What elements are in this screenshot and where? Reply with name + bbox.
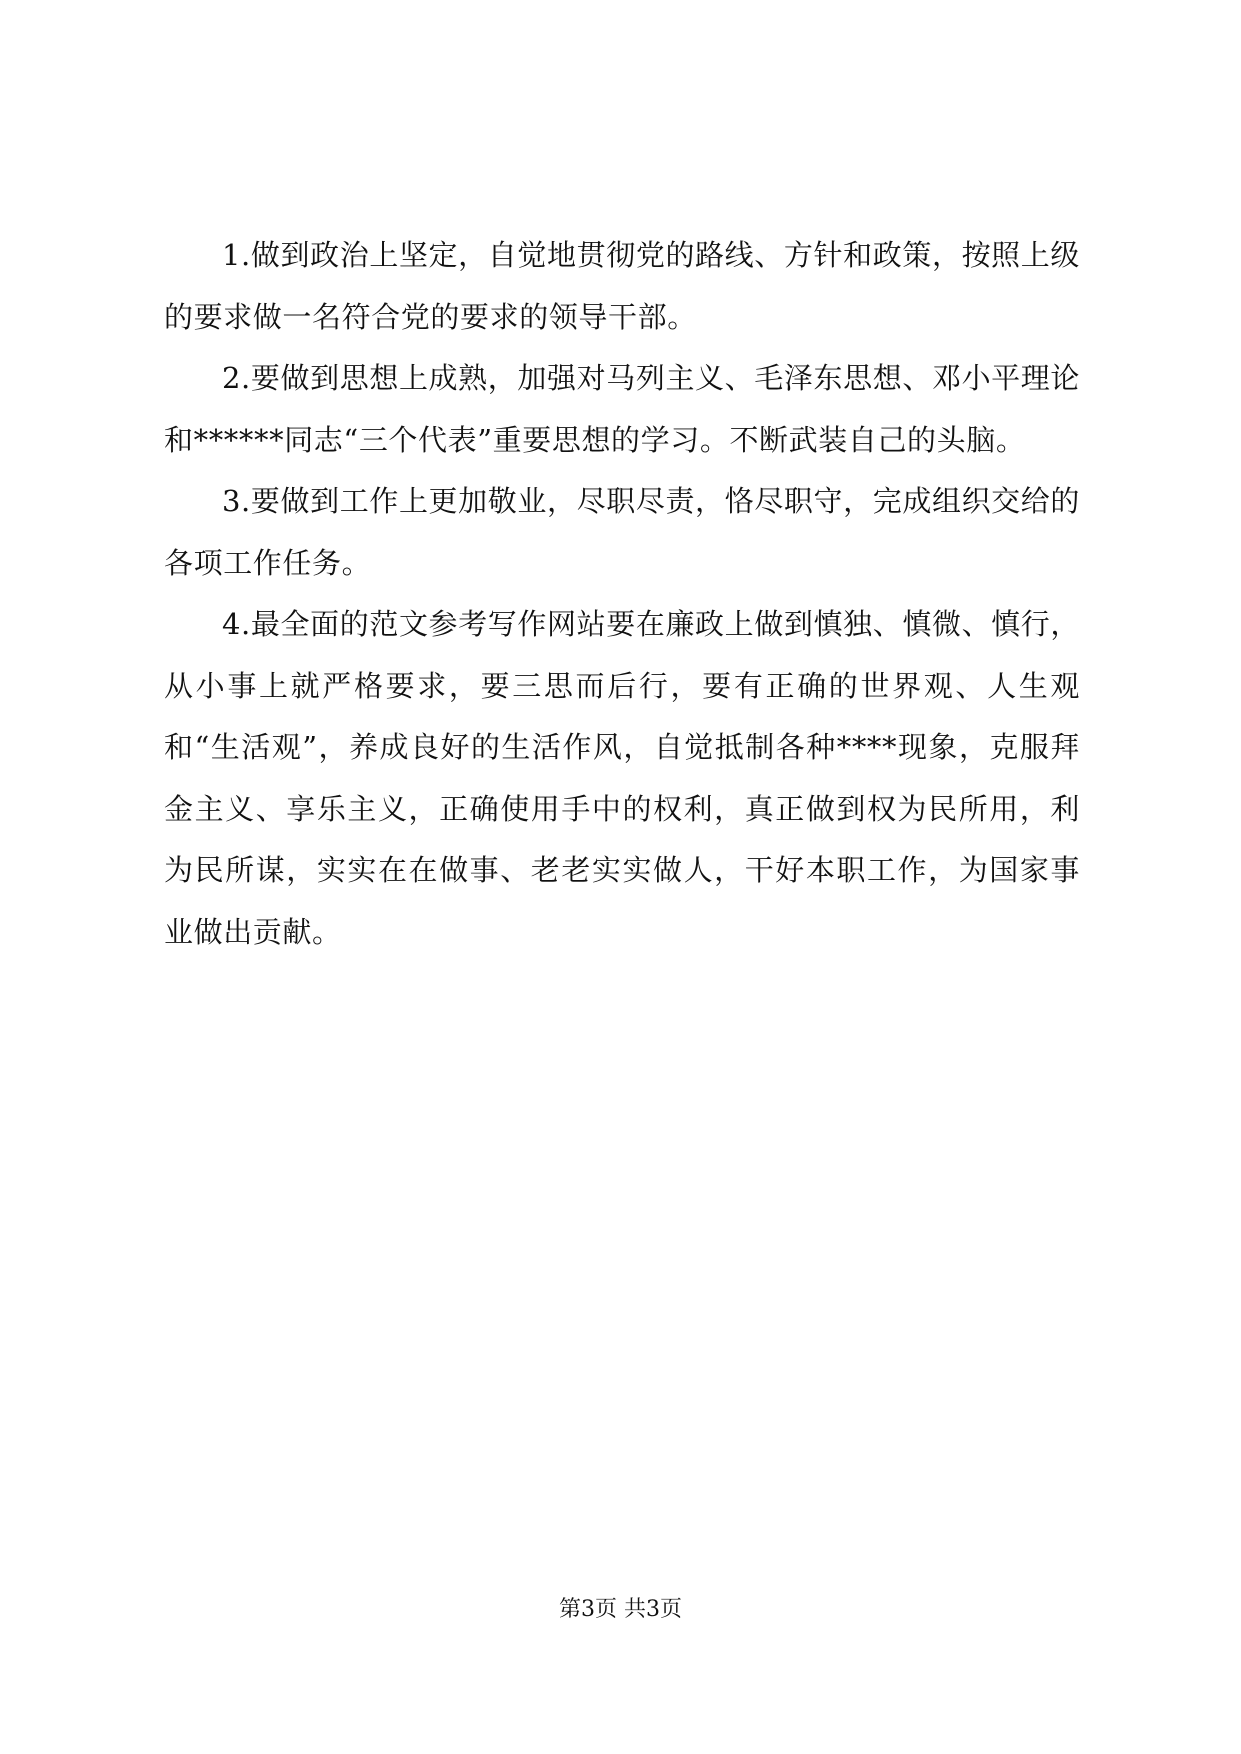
paragraph-4: 4.最全面的范文参考写作网站要在廉政上做到慎独、慎微、慎行，从小事上就严格要求，要三思而后行，要有正确的世界观、人生观和“生活观”，养成良好的生活作风，自觉抵制各种****现象，克服拜金主义、享乐主义，正确使用手中的权利，真正做到权为民所用，利为民所谋，实实在在做事、老老实实做人，干好本职工作，为国家事业做出贡献。 — [164, 607, 1080, 949]
paragraph-1: 1.做到政治上坚定，自觉地贯彻党的路线、方针和政策，按照上级的要求做一名符合党的要求的领导干部。 — [164, 238, 1080, 334]
document-body — [164, 225, 1080, 963]
paragraph-2: 2.要做到思想上成熟，加强对马列主义、毛泽东思想、邓小平理论和******同志“三个代表”重要思想的学习。不断武装自己的头脑。 — [164, 361, 1080, 457]
paragraph-3: 3.要做到工作上更加敬业，尽职尽责，恪尽职守，完成组织交给的各项工作任务。 — [164, 484, 1080, 580]
page-footer: 第3页 共3页 — [559, 1597, 682, 1622]
